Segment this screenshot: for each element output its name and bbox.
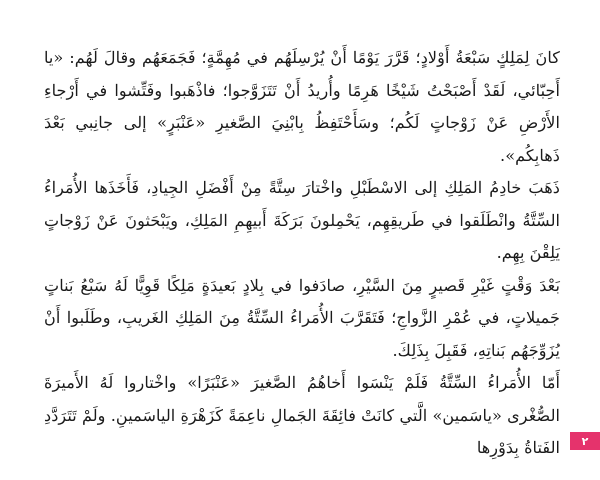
story-paragraph-1: كانَ لِمَلِكٍ سَبْعَةُ أَوْلادٍ؛ قَرَّرَ يَوْمًا أَنْ يُرْسِلَهُم في مُهِمَّةٍ؛ فَجَمَعَهُم وقالَ لَهُم: «يا أَحِبّائي، لَقَدْ أَصْبَحْتُ شَيْخًا هَرِمًا وأُريدُ أَنْ تَتَزَوَّجوا؛ فاذْهَبوا وفَتِّشوا في أَرْجاءِ الأَرْضِ عَنْ زَوْجاتٍ لَكُم؛ وسَأَحْتَفِظُ بِابْنِيَ الصَّغيرِ «عَنْبَرٍ» إلى جانِبي بَعْدَ ذَهابِكُم». xyxy=(44,48,560,165)
story-text-block xyxy=(44,42,560,465)
page-number: ٢ xyxy=(581,434,589,448)
story-paragraph-2: ذَهَبَ خادِمُ المَلِكِ إلى الاسْطَبْلِ واخْتارَ سِتَّةً مِنْ أَفْضَلِ الجِيادِ، فَأَخَذَها الأُمَراءُ السِّتَّةُ وانْطَلَقوا في طَريقِهِم، يَحْمِلونَ بَرَكَةَ أَبيهِمِ المَلِكِ، ويَبْحَثونَ عَنْ زَوْجاتٍ يَلِقْنَ بِهِم. xyxy=(44,178,560,262)
story-paragraph-4: أَمّا الأُمَراءُ السِّتَّةُ فَلَمْ يَنْسَوا أَخاهُمُ الصَّغيرَ «عَنْبَرًا» واخْتاروا لَهُ الأَميرَةَ الصُّغْرى «ياسَمين» الَّتي كانَتْ فائِقَةَ الجَمالِ ناعِمَةً كَزَهْرَةِ الياسَمينِ. ولَمْ تَتَرَدَّدِ الفَتاةُ بِدَوْرِها xyxy=(44,373,560,457)
story-paragraph-3: بَعْدَ وَقْتٍ غَيْرِ قَصيرٍ مِنَ السَّيْرِ، صادَفوا في بِلادٍ بَعيدَةٍ مَلِكًا قَوِيًّا لَهُ سَبْعُ بَناتٍ جَميلاتٍ، في عُمْرِ الزَّواجِ؛ فَتَقَرَّبَ الأُمَراءُ السِّتَّةُ مِنَ المَلِكِ الغَريبِ، وطَلَبوا أَنْ يُزَوِّجَهُم بَناتِهِ، فَقَبِلَ بِذَلِكَ. xyxy=(44,275,560,360)
page-number-badge xyxy=(570,432,600,450)
